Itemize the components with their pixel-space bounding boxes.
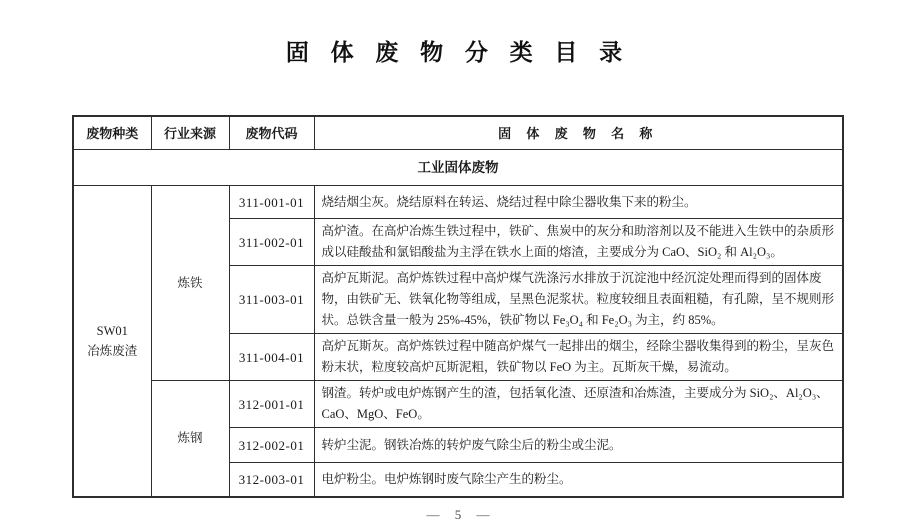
waste-name-cell: 高炉瓦斯灰。高炉炼铁过程中随高炉煤气一起排出的烟尘，经除尘器收集得到的粉尘，呈灰色粉末状，粒度较高炉瓦斯泥粗，铁矿物以 FeO 为主。瓦斯灰干燥，易流动。 — [314, 334, 843, 381]
col-header-waste-name: 固 体 废 物 名 称 — [314, 116, 843, 150]
waste-code-cell: 311-003-01 — [229, 266, 314, 334]
waste-name-cell: 钢渣。转炉或电炉炼钢产生的渣，包括氧化渣、还原渣和冶炼渣，主要成分为 SiO₂、Al₂O₃、CaO、MgO、FeO。 — [314, 381, 843, 428]
waste-code-cell: 311-004-01 — [229, 334, 314, 381]
section-header-industrial-solid-waste: 工业固体废物 — [73, 150, 843, 186]
waste-code-cell: 311-002-01 — [229, 219, 314, 266]
waste-code-cell: 312-003-01 — [229, 463, 314, 498]
waste-name-cell: 转炉尘泥。钢铁冶炼的转炉废气除尘后的粉尘或尘泥。 — [314, 428, 843, 463]
industry-cell-ironmaking: 炼铁 — [151, 186, 229, 381]
col-header-waste-type: 废物种类 — [73, 116, 151, 150]
waste-code-cell: 311-001-01 — [229, 186, 314, 219]
waste-category-cell — [73, 186, 151, 498]
section-row — [73, 150, 843, 186]
col-header-waste-code: 废物代码 — [229, 116, 314, 150]
page-number: — 5 — — [426, 507, 490, 522]
waste-name-cell: 高炉瓦斯泥。高炉炼铁过程中高炉煤气洗涤污水排放于沉淀池中经沉淀处理而得到的固体废物，由铁矿无、铁氧化物等组成，呈黑色泥浆状。粒度较细且表面粗糙，有孔隙，呈不规则形状。总铁含量一般为 25%-45%，铁矿物以 Fe₃O₄ 和 Fe₂O₃ 为主，约 85%。 — [314, 266, 843, 334]
waste-name-cell: 高炉渣。在高炉冶炼生铁过程中，铁矿、焦炭中的灰分和助溶剂以及不能进入生铁中的杂质形成以硅酸盐和氯铝酸盐为主浮在铁水上面的熔渣，主要成分为 CaO、SiO₂ 和 Al₂O₃。 — [314, 219, 843, 266]
table-row — [73, 381, 843, 428]
waste-category-code: SW01 — [96, 324, 128, 338]
page-title: 固 体 废 物 分 类 目 录 — [285, 40, 631, 65]
table-header-row — [73, 116, 843, 150]
waste-code-cell: 312-002-01 — [229, 428, 314, 463]
waste-code-cell: 312-001-01 — [229, 381, 314, 428]
col-header-industry-source: 行业来源 — [151, 116, 229, 150]
table-row — [73, 186, 843, 219]
waste-category-name: 冶炼废渣 — [87, 344, 138, 358]
waste-classification-table — [72, 115, 844, 498]
waste-name-cell: 电炉粉尘。电炉炼钢时废气除尘产生的粉尘。 — [314, 463, 843, 498]
waste-name-cell: 烧结烟尘灰。烧结原料在转运、烧结过程中除尘器收集下来的粉尘。 — [314, 186, 843, 219]
industry-cell-steelmaking: 炼钢 — [151, 381, 229, 498]
